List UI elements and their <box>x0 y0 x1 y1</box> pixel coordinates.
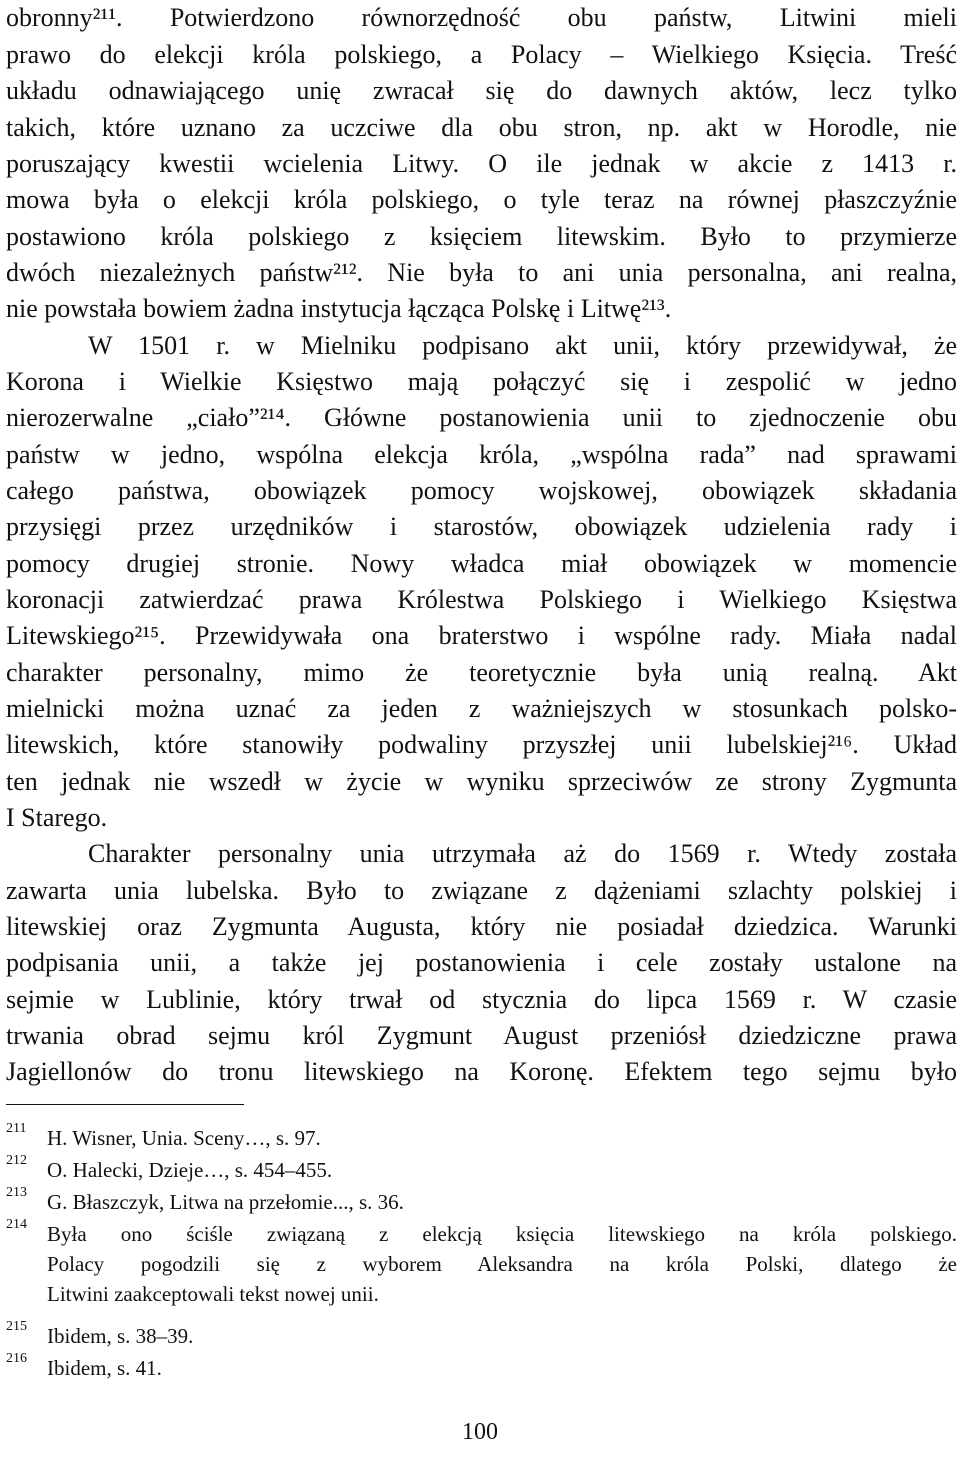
footnote-separator <box>6 1104 244 1105</box>
text-line: państw w jedno, wspólna elekcja króla, „wspólna rada” nad sprawami <box>6 440 957 469</box>
footnote-number: 216 <box>6 1351 27 1366</box>
footnote-text: Litwini zaakceptowali tekst nowej unii. <box>47 1282 379 1306</box>
text-line: mowa była o elekcji króla polskiego, o tyle teraz na równej płaszczyźnie <box>6 185 957 214</box>
text-line: poruszający kwestii wcielenia Litwy. O ile jednak w akcie z 1413 r. <box>6 149 957 178</box>
text-line: litewskich, które stanowiły podwaliny przyszłej unii lubelskiej²¹⁶. Układ <box>6 730 957 759</box>
text-line: obronny²¹¹. Potwierdzono równorzędność obu państw, Litwini mieli <box>6 3 957 32</box>
text-line: litewskiej oraz Zygmunta Augusta, który nie posiadał dziedzica. Warunki <box>6 912 957 941</box>
page-number: 100 <box>462 1419 498 1445</box>
text-line: zawarta unia lubelska. Było to związane z dążeniami szlachty polskiej i <box>6 876 957 905</box>
text-line: nierozerwalne „ciało”²¹⁴. Główne postanowienia unii to zjednoczenie obu <box>6 403 957 432</box>
text-line: prawo do elekcji króla polskiego, a Polacy – Wielkiego Księcia. Treść <box>6 40 957 69</box>
footnote-number: 212 <box>6 1153 27 1168</box>
text-line: ten jednak nie wszedł w życie w wyniku sprzeciwów ze strony Zygmunta <box>6 767 957 796</box>
text-line: Jagiellonów do tronu litewskiego na Koronę. Efektem tego sejmu było <box>6 1057 957 1086</box>
text-line: koronacji zatwierdzać prawa Królestwa Polskiego i Wielkiego Księstwa <box>6 585 957 614</box>
text-line: takich, które uznano za uczciwe dla obu stron, np. akt w Horodle, nie <box>6 113 957 142</box>
text-line: Korona i Wielkie Księstwo mają połączyć się i zespolić w jedno <box>6 367 957 396</box>
footnote-text: Ibidem, s. 38–39. <box>47 1324 194 1348</box>
text-line: pomocy drugiej stronie. Nowy władca miał obowiązek w momencie <box>6 549 957 578</box>
text-line: mielnicki można uznać za jeden z ważniejszych w stosunkach polsko- <box>6 694 957 723</box>
footnote-text: O. Halecki, Dzieje…, s. 454–455. <box>47 1158 333 1182</box>
text-line: I Starego. <box>6 803 108 832</box>
footnote-number: 214 <box>6 1217 27 1232</box>
text-line: trwania obrad sejmu król Zygmunt August przeniósł dziedziczne prawa <box>6 1021 957 1050</box>
footnote-text: Ibidem, s. 41. <box>47 1356 162 1380</box>
text-line: przysięgi przez urzędników i starostów, obowiązek udzielenia rady i <box>6 512 957 541</box>
text-line: Charakter personalny unia utrzymała aż do 1569 r. Wtedy została <box>88 839 957 868</box>
footnote-number: 211 <box>6 1121 27 1136</box>
text-line: dwóch niezależnych państw²¹². Nie była to ani unia personalna, ani realna, <box>6 258 957 287</box>
text-line: W 1501 r. w Mielniku podpisano akt unii, który przewidywał, że <box>88 331 957 360</box>
footnote-number: 213 <box>6 1185 27 1200</box>
text-line: nie powstała bowiem żadna instytucja łącząca Polskę i Litwę²¹³. <box>6 294 672 323</box>
text-line: podpisania unii, a także jej postanowienia i cele zostały ustalone na <box>6 948 957 977</box>
text-line: Litewskiego²¹⁵. Przewidywała ona braterstwo i wspólne rady. Miała nadal <box>6 621 957 650</box>
footnote-text: G. Błaszczyk, Litwa na przełomie..., s. 36. <box>47 1190 404 1214</box>
footnote-number: 215 <box>6 1319 27 1334</box>
text-line: układu odnawiającego unię zwracał się do dawnych aktów, lecz tylko <box>6 76 957 105</box>
text-line: postawiono króla polskiego z księciem litewskim. Było to przymierze <box>6 222 957 251</box>
footnote-text: H. Wisner, Unia. Sceny…, s. 97. <box>47 1126 321 1150</box>
footnote-text: Była ono ściśle związaną z elekcją księcia litewskiego na króla polskiego. <box>47 1222 957 1246</box>
text-line: sejmie w Lublinie, który trwał od stycznia do lipca 1569 r. W czasie <box>6 985 957 1014</box>
text-line: charakter personalny, mimo że teoretycznie była unią realną. Akt <box>6 658 957 687</box>
text-line: całego państwa, obowiązek pomocy wojskowej, obowiązek składania <box>6 476 957 505</box>
footnote-text: Polacy pogodzili się z wyborem Aleksandra na króla Polski, dlatego że <box>47 1252 957 1276</box>
